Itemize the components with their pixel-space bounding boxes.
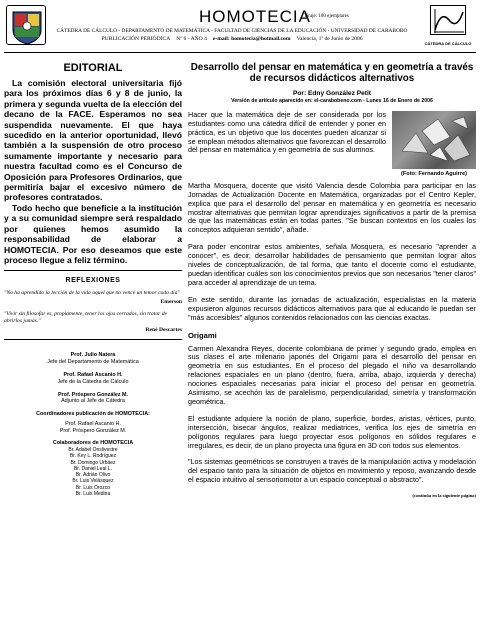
issue-date: Valencia, 1º de Junio de 2006 (296, 36, 363, 42)
article-paragraph: Hacer que la matemática deje de ser considerada por los estudiantes como una cátedra difícil de entender y poner en práctica, es un objetivo que los docentes pueden alcanzar si se emplean métodos alternativos que favorezcan el desarrollo del pensar en matemática y en geometría de sus alumnos. (188, 109, 386, 155)
collaborator-name: Br. Adabel Onslivestre (68, 447, 118, 454)
collaborator-name: Br. Luis Orozco (75, 484, 111, 491)
origami-photo-image (392, 111, 476, 169)
article-paragraph: En este sentido, durante las jornadas de actualización, especialistas en la materia expusieron algunos recursos didácticos alternativos para que al educando le puedan ser "más accesibles" algunos contenidos relacionados con las ciencias exactas. (188, 294, 476, 322)
quote-author: René Descartes (145, 327, 182, 334)
catedra-logo-caption: CÁTEDRA DE CÁLCULO (424, 41, 472, 46)
article-paragraph: Carmen Alexandra Reyes, docente colombiana de primer y segundo grado, emplea en sus clases el arte milenario japonés del Origami para el desarrollo del pensar en geometría en sus estudiantes. En el proceso del plegado el niño va desarrollando relaciones espaciales en un plano (dentro, fuera, arriba, abajo, izquierda y derecha) nociones espaciales necesarias para iniciar el proceso del pensar en geometría. Asimismo, se acechón las de paralelismo, perpendicularidad, simetría y transformación geométrica. (188, 343, 476, 406)
editorial-paragraph: Todo hecho que beneficie a la institución y a su comunidad siempre será respaldado por quienes hemos asumido la responsabilidad de elaborar a HOMOTECIA. Por eso deseamos que este proceso llegue a feliz término. (4, 202, 182, 265)
intro-with-photo (188, 111, 476, 177)
quote-author: Emerson (160, 299, 182, 306)
publication-type: PUBLICACIÓN PERIÓDICA (101, 36, 171, 42)
photo-caption: (Foto: Fernando Aguirre) (401, 170, 467, 177)
collaborators-title: Colaboradores de HOMOTECIA (52, 440, 134, 447)
divider (4, 270, 182, 271)
quote-text: "Vivir sin filosofar es, propiamente, tener los ojos cerrados, sin tratar de abrirlos jamás." (4, 311, 168, 325)
print-run: Tiraje: 100 ejemplares (304, 14, 349, 19)
article-column (188, 62, 476, 498)
editorial-title: EDITORIAL (63, 62, 123, 74)
article-body (188, 182, 476, 323)
article-byline: Por: Edny González Petit (292, 89, 372, 97)
article-paragraph: Para poder encontrar estos ambientes, señala Mosquera, es necesario "aprender a conocer", es decir, desarrollar habilidades de pensamiento que permitan lograr altos niveles de conceptualización, de tal forma, que tanto el docente como el estudiante, puedan identificar cuáles son los conocimientos previos que son necesarios "tener claros" para acceder al aprendizaje de un tema. (188, 242, 476, 287)
collaborator-name: Br. Luis Medina (75, 490, 111, 497)
staff-role: Adjunto al Jefe de Cátedra (61, 398, 125, 405)
collaborator-name: Br. Key L. Rodríguez (69, 453, 117, 460)
staff-name: Prof. Rafael Ascanio H. (63, 371, 123, 378)
university-seal-logo (6, 5, 46, 45)
catedra-logo (422, 5, 474, 51)
origami-body (188, 345, 476, 486)
institution-line: CÁTEDRA DE CÁLCULO - DEPARTAMENTO DE MATEMÁTICA - FACULTAD DE CIENCIAS DE LA EDUCACIÓN - UNIVERSIDAD DE CARABOBO (56, 28, 408, 34)
staff-name: Prof. Próspero González M. (57, 391, 129, 398)
divider (4, 339, 182, 340)
masthead (4, 3, 476, 53)
staff-role: Jefe del Departamento de Matemática (47, 359, 139, 366)
editorial-body (4, 78, 182, 265)
staff-box (4, 352, 182, 497)
collaborator-name: Br. Adrián Olivo (75, 472, 111, 479)
article-paragraph: El estudiante adquiere la noción de plano, superficie, bordes, aristas, vértices, punto, intersección, bisecar ángulos, realizar mediatrices, verifica los ejes de simetría en polígonos regulares para luego proyectar esos polígonos en sólidos regulares e irregulares, es decir, de un plano proyecta una figura en 3D con todos sus elementos. (188, 413, 476, 450)
collaborator-name: Br. Domingo Urbáez (70, 459, 116, 466)
collaborator-name: Br. Luis Velásquez (72, 478, 114, 485)
newsletter-title: HOMOTECIA (199, 7, 311, 26)
collaborator-name: Br. Daniel Leal L. (73, 465, 113, 472)
reflexiones-title: REFLEXIONES (65, 277, 121, 285)
catedra-emblem-icon (430, 5, 466, 35)
coordinator-name: Prof. Rafael Ascanio H. (65, 420, 121, 427)
staff-name: Prof. Julio Natera (70, 352, 116, 359)
coordinator-name: Prof. Próspero González M. (59, 427, 127, 434)
article-source: Versión de artículo aparecido en: el-carabobeno.com - Lunes 16 de Enero de 2006 (231, 97, 433, 104)
article-paragraph: "Los sistemas geométricos se construyen a través de la manipulación activa y modelación del espacio tanto para la situación de objetos en movimiento y reposo, avanzando desde el espacio intuitivo al sensoriomotor a un espacio conceptual o abstracto". (188, 457, 476, 485)
article-paragraph: Martha Mosquera, docente que visitó Valencia desde Colombia para participar en las Jornadas de Actualización Docente en Matemática, organizadas por el Centro Kepler, explica que para el desarrollo del pensar en matemática y en geometría es necesario mostrar alternativas que permitan lograr aprendizajes significativos a partir de la premisa de que las matemáticas están en todas partes. "Se buscan contextos en los cuales los conceptos adquieran sentido", añade. (188, 180, 476, 235)
coordinators-title: Coordinadores publicación de HOMOTECIA: (36, 411, 150, 418)
publication-info (52, 36, 412, 42)
editorial-paragraph: La comisión electoral universitaria fijó para los próximos días 6 y 8 de junio, la primera y segunda vuelta de la elección del decano de la FACE. Esperamos no sea suspendida nuevamente. El que haya sucedido en la anterior oportunidad, llevó también a la suspensión de otro proceso sumamente importante y necesario para nuestra facultad como es el Concurso de Oposición para Profesores Ordinarios, que permitiría bajar el excesivo número de profesores contratados. (4, 78, 182, 203)
article-title: Desarrollo del pensar en matemática y en geometría a través de recursos didácticos alternativos (190, 62, 474, 85)
issue-number: Nº 6 - AÑO 4 (176, 36, 207, 42)
collaborators-list (4, 447, 182, 497)
continued-note: (continúa en la siguiente página) (412, 493, 476, 499)
quote-text: "No ha aprendido la lección de la vida aquel que no vence un temor cada día" (4, 290, 180, 297)
origami-subheading: Origami (188, 330, 217, 340)
left-column (4, 62, 182, 497)
origami-photo (392, 111, 476, 177)
contact-email[interactable]: e-mail: homotecia@hotmail.com (212, 36, 291, 42)
staff-role: Jefe de la Cátedra de Cálculo (57, 378, 129, 385)
